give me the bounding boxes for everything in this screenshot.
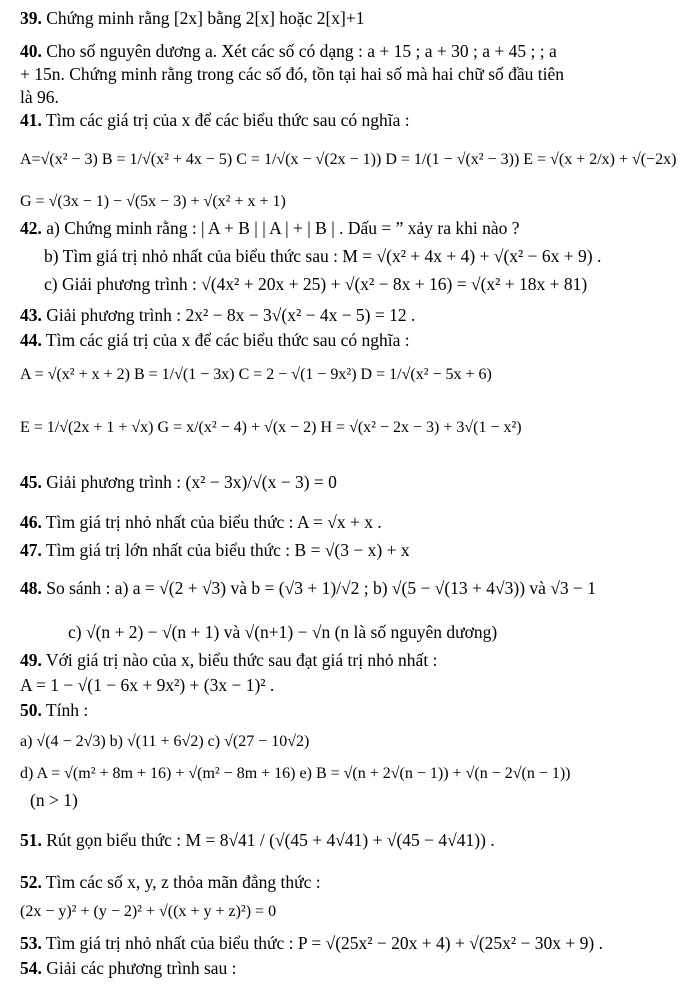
problem-43: 43. Giải phương trình : 2x² − 8x − 3√(x² − 4x − 5) = 12 . <box>20 305 416 325</box>
problem-40-cont-1: + 15n. Chứng minh rằng trong các số đó, tồn tại hai số mà hai chữ số đầu tiên <box>20 64 565 84</box>
problem-50-condition: (n > 1) <box>30 790 78 810</box>
problem-42b: b) Tìm giá trị nhỏ nhất của biểu thức sau : M = √(x² + 4x + 4) + √(x² − 6x + 9) . <box>44 246 602 266</box>
problem-46: 46. Tìm giá trị nhỏ nhất của biểu thức : A = √x + x . <box>20 512 382 532</box>
problem-53: 53. Tìm giá trị nhỏ nhất của biểu thức : P = √(25x² − 20x + 4) + √(25x² − 30x + 9) . <box>20 933 603 953</box>
problem-44-expr-row-2: E = 1/√(2x + 1 + √x) G = x/(x² − 4) + √(x − 2) H = √(x² − 2x − 3) + 3√(1 − x²) <box>20 419 522 436</box>
problem-40-cont-2: là 96. <box>20 87 59 107</box>
problem-48c: c) √(n + 2) − √(n + 1) và √(n+1) − √n (n là số nguyên dương) <box>68 622 498 642</box>
problem-50-row-2: d) A = √(m² + 8m + 16) + √(m² − 8m + 16) e) B = √(n + 2√(n − 1)) + √(n − 2√(n − 1)) <box>20 765 571 782</box>
problem-41: 41. Tìm các giá trị của x để các biểu thức sau có nghĩa : <box>20 110 410 130</box>
problem-54: 54. Giải các phương trình sau : <box>20 958 237 978</box>
problem-52: 52. Tìm các số x, y, z thỏa mãn đẳng thức : <box>20 872 321 892</box>
problem-41-expr-row-1: A=√(x² − 3) B = 1/√(x² + 4x − 5) C = 1/√(x − √(2x − 1)) D = 1/(1 − √(x² − 3)) E = √(x + 2/x) + √(−2x) <box>20 151 677 168</box>
problem-48: 48. So sánh : a) a = √(2 + √3) và b = (√3 + 1)/√2 ; b) √(5 − √(13 + 4√3)) và √3 − 1 <box>20 578 597 598</box>
problem-52-expr: (2x − y)² + (y − 2)² + √((x + y + z)²) = 0 <box>20 903 277 920</box>
problem-49: 49. Với giá trị nào của x, biểu thức sau đạt giá trị nhỏ nhất : <box>20 650 438 670</box>
problem-39: 39. Chứng minh rằng [2x] bằng 2[x] hoặc 2[x]+1 <box>20 8 365 28</box>
problem-40: 40. Cho số nguyên dương a. Xét các số có dạng : a + 15 ; a + 30 ; a + 45 ; ; a <box>20 41 557 61</box>
problem-47: 47. Tìm giá trị lớn nhất của biểu thức : B = √(3 − x) + x <box>20 540 410 560</box>
problem-44-expr-row-1: A = √(x² + x + 2) B = 1/√(1 − 3x) C = 2 − √(1 − 9x²) D = 1/√(x² − 5x + 6) <box>20 366 492 383</box>
problem-44: 44. Tìm các giá trị của x để các biểu thức sau có nghĩa : <box>20 330 410 350</box>
problem-42: 42. a) Chứng minh rằng : | A + B | | A | + | B | . Dấu = ” xảy ra khi nào ? <box>20 218 520 238</box>
problem-51: 51. Rút gọn biểu thức : M = 8√41 / (√(45 + 4√41) + √(45 − 4√41)) . <box>20 830 495 850</box>
problem-45: 45. Giải phương trình : (x² − 3x)/√(x − 3) = 0 <box>20 472 337 492</box>
problem-41-expr-row-2: G = √(3x − 1) − √(5x − 3) + √(x² + x + 1) <box>20 193 286 210</box>
problem-49-expr: A = 1 − √(1 − 6x + 9x²) + (3x − 1)² . <box>20 675 275 695</box>
problem-50-row-1: a) √(4 − 2√3) b) √(11 + 6√2) c) √(27 − 10√2) <box>20 733 310 750</box>
problem-42c: c) Giải phương trình : √(4x² + 20x + 25) + √(x² − 8x + 16) = √(x² + 18x + 81) <box>44 274 588 294</box>
problem-50: 50. Tính : <box>20 700 89 720</box>
